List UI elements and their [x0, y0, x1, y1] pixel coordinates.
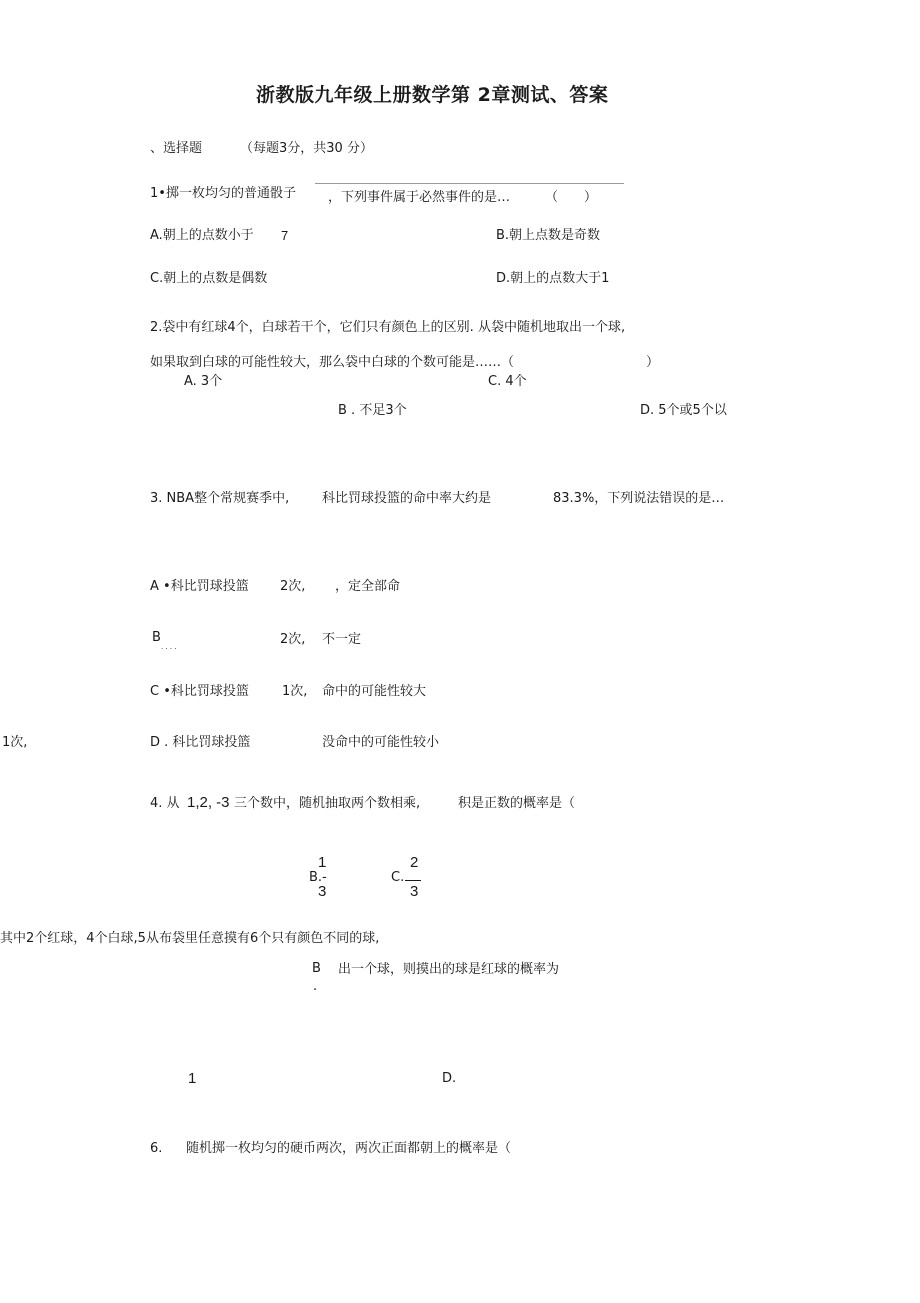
- q1-paren: （ ）: [545, 190, 598, 205]
- page-title: 浙教版九年级上册数学第 2章测试、答案: [256, 84, 609, 106]
- q3-option-a-end: ，定全部命: [335, 579, 401, 594]
- q4-stem-a: 4. 从: [150, 796, 180, 811]
- q5-option-a: 1: [188, 1070, 197, 1087]
- q3-option-a-label: A •科比罚球投篮: [150, 579, 249, 594]
- q1-option-d: D.朝上的点数大于1: [496, 271, 610, 286]
- q4-option-b-numerator: 1: [318, 854, 327, 871]
- q1-option-a-num: 7: [281, 228, 289, 243]
- q3-option-b-end: 不一定: [322, 632, 362, 647]
- q1-option-a: A.朝上的点数小于: [150, 228, 254, 243]
- q3-option-d-left: 1次,: [2, 735, 28, 750]
- q3-option-c-mid: 1次,: [282, 684, 308, 699]
- q3-option-c-label: C •科比罚球投篮: [150, 684, 249, 699]
- q3-option-b-label: B: [152, 630, 161, 645]
- q1-option-b: B.朝上点数是奇数: [496, 228, 601, 243]
- q4-stem-b: 三个数中，随机抽取两个数相乘,: [234, 796, 421, 811]
- q4-stem-nums: 1,2, -3: [187, 794, 230, 811]
- section-note: （每题3分，共30 分）: [240, 141, 373, 156]
- q2-line1: 2.袋中有红球4个，白球若干个，它们只有颜色上的区别. 从袋中随机地取出一个球,: [150, 320, 626, 335]
- q4-option-c-fraction-bar: [405, 880, 421, 881]
- q4-option-b-prefix: B.-: [309, 870, 327, 885]
- q4-stem-c: 积是正数的概率是（: [458, 796, 576, 811]
- q3-stem-c: 83.3%，下列说法错误的是…: [553, 491, 725, 506]
- q4-option-c-numerator: 2: [410, 854, 419, 871]
- q1-stem-b: ，下列事件属于必然事件的是…: [328, 190, 511, 205]
- q4-option-b-denominator: 3: [318, 883, 327, 900]
- q5-option-b-text: 出一个球，则摸出的球是红球的概率为: [338, 962, 560, 977]
- q3-option-b-dots: · · · ·: [161, 645, 177, 653]
- q5-option-b-label: B: [312, 961, 321, 976]
- q2-option-b: B . 不足3个: [338, 403, 407, 418]
- q2-line2-end: ）: [646, 355, 660, 370]
- q6-number: 6.: [150, 1141, 163, 1156]
- q2-option-d: D. 5个或5个以: [640, 403, 727, 418]
- q2-line2: 如果取到白球的可能性较大，那么袋中白球的个数可能是……（: [150, 355, 515, 370]
- q2-option-c: C. 4个: [488, 374, 527, 389]
- q1-blank-line: [315, 183, 624, 184]
- q5-line: 其中2个红球，4个白球,5从布袋里任意摸有6个只有颜色不同的球,: [0, 931, 380, 946]
- q3-stem-a: 3. NBA整个常规赛季中,: [150, 491, 290, 506]
- q4-option-c-denominator: 3: [410, 883, 419, 900]
- q3-option-d-end: 没命中的可能性较小: [322, 735, 440, 750]
- q6-text: 随机掷一枚均匀的硬币两次，两次正面都朝上的概率是（: [186, 1141, 512, 1156]
- q5-option-d: D.: [442, 1071, 457, 1086]
- q1-option-c: C.朝上的点数是偶数: [150, 271, 268, 286]
- q3-option-a-mid: 2次,: [280, 579, 306, 594]
- q1-stem-a: 1•掷一枚均匀的普通骰子: [150, 186, 296, 201]
- q3-option-c-end: 命中的可能性较大: [322, 684, 427, 699]
- q3-option-b-mid: 2次,: [280, 632, 306, 647]
- q3-option-d-label: D . 科比罚球投篮: [150, 735, 251, 750]
- section-label: 、选择题: [150, 141, 203, 156]
- q5-option-b-dot: .: [313, 979, 318, 994]
- q2-option-a: A. 3个: [184, 374, 223, 389]
- q4-option-c-prefix: C.: [391, 870, 405, 885]
- q3-stem-b: 科比罚球投篮的命中率大约是: [322, 491, 492, 506]
